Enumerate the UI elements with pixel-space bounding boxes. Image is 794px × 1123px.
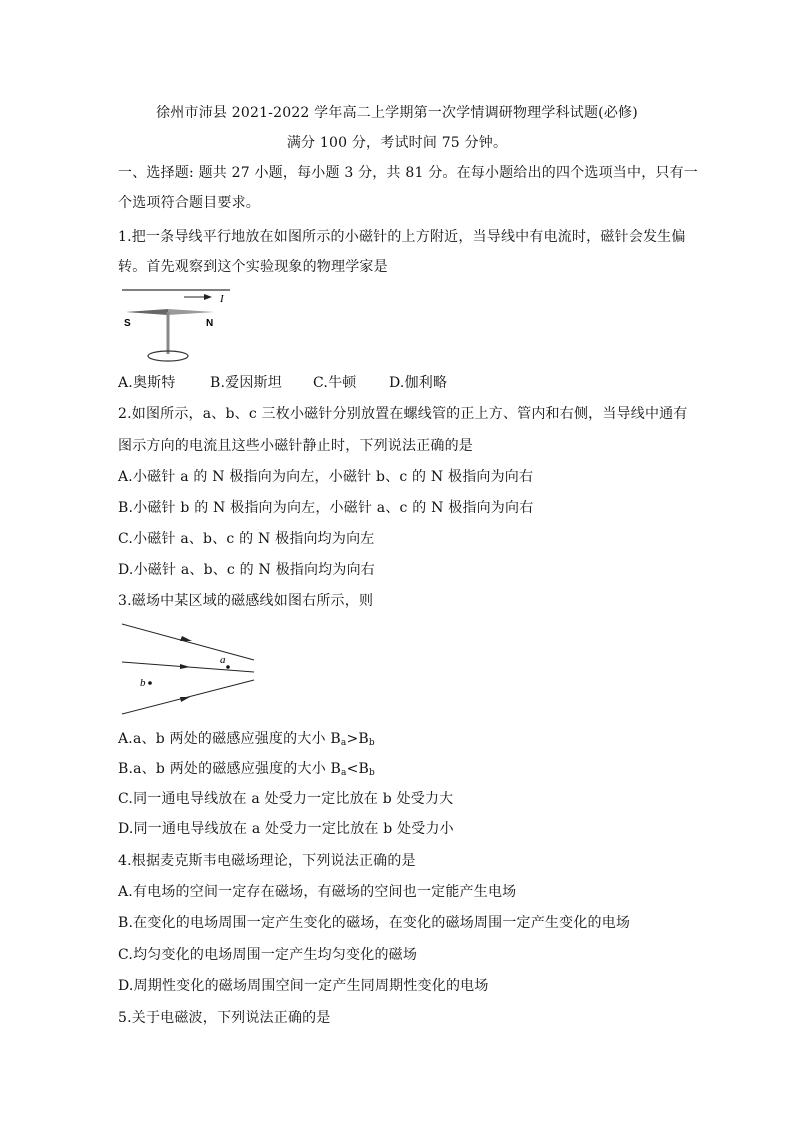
q3-option-c: C.同一通电导线放在 a 处受力一定比放在 b 处受力大 <box>118 791 454 807</box>
q1-option-d: D.伽利略 <box>389 375 448 391</box>
q1-stem-line-2: 转。首先观察到这个实验现象的物理学家是 <box>118 259 388 275</box>
q3-option-a-sub-b: b <box>368 738 375 748</box>
point-b-dot <box>148 681 152 685</box>
q4-option-a: A.有电场的空间一定存在磁场，有磁场的空间也一定能产生电场 <box>118 884 517 900</box>
point-b-label: b <box>140 677 146 689</box>
q4-stem: 4.根据麦克斯韦电磁场理论，下列说法正确的是 <box>118 853 416 869</box>
needle-south-half <box>126 309 168 315</box>
q1-stem-line-1: 1.把一条导线平行地放在如图所示的小磁针的上方附近，当导线中有电流时，磁针会发生偏 <box>118 229 686 245</box>
current-arrowhead <box>204 294 212 300</box>
q2-stem-line-1: 2.如图所示，a、b、c 三枚小磁针分别放置在螺线管的正上方、管内和右侧，当导线中通有 <box>118 406 688 422</box>
needle-north-half <box>168 309 214 315</box>
compass-needle-figure <box>118 286 236 366</box>
q3-option-b-relation: <B <box>346 761 370 777</box>
q3-option-a <box>118 730 375 752</box>
q1-option-b: B.爱因斯坦 <box>210 375 282 391</box>
q5-stem: 5.关于电磁波，下列说法正确的是 <box>118 1010 331 1026</box>
field-line-bottom-arrow <box>180 697 190 702</box>
q2-stem-line-2: 图示方向的电流且这些小磁针静止时，下列说法正确的是 <box>118 438 473 454</box>
point-a-dot <box>226 665 230 669</box>
q1-options <box>118 374 447 392</box>
q4-option-b: B.在变化的电场周围一定产生变化的磁场，在变化的磁场周围一定产生变化的电场 <box>118 915 631 931</box>
q1-option-c: C.牛顿 <box>313 375 357 391</box>
q3-option-a-relation: >B <box>346 731 369 747</box>
section-intro-line-1: 一、选择题: 题共 27 小题，每小题 3 分，共 81 分。在每小题给出的四个选项当中，只有一 <box>118 165 699 181</box>
q4-option-d: D.周期性变化的磁场周围空间一定产生同周期性变化的电场 <box>118 978 489 994</box>
q3-option-a-text: A.a、b 两处的磁感应强度的大小 B <box>118 731 341 747</box>
q3-stem: 3.磁场中某区域的磁感线如图右所示，则 <box>118 593 374 609</box>
q3-option-a-sub-a: a <box>340 738 347 748</box>
q3-option-b-text: B.a、b 两处的磁感应强度的大小 B <box>118 761 342 777</box>
q3-option-b-sub-b: b <box>369 768 376 778</box>
field-lines-figure <box>118 620 260 718</box>
page-subtitle: 满分 100 分，考试时间 75 分钟。 <box>286 135 508 151</box>
q2-option-c: C.小磁针 a、b、c 的 N 极指向均为向左 <box>118 531 375 547</box>
q2-option-b: B.小磁针 b 的 N 极指向为向左，小磁针 a、c 的 N 极指向为向右 <box>118 500 534 516</box>
field-line-top <box>122 624 254 660</box>
q3-option-b-sub-a: a <box>341 768 347 778</box>
q2-option-a: A.小磁针 a 的 N 极指向为向左，小磁针 b、c 的 N 极指向为向右 <box>118 469 534 485</box>
section-intro-line-2: 个选项符合题目要求。 <box>118 195 260 211</box>
field-line-middle-arrow <box>180 664 190 669</box>
point-a-label: a <box>220 654 226 666</box>
south-pole-label: S <box>124 318 131 329</box>
needle-stand-post <box>167 312 170 354</box>
north-pole-label: N <box>206 318 214 329</box>
q1-option-a: A.奥斯特 <box>118 375 176 391</box>
current-label: I <box>220 293 224 305</box>
q3-option-b <box>118 760 375 782</box>
field-line-top-arrow <box>180 636 192 641</box>
q2-option-d: D.小磁针 a、b、c 的 N 极指向均为向右 <box>118 562 375 578</box>
page-title: 徐州市沛县 2021-2022 学年高二上学期第一次学情调研物理学科试题(必修) <box>156 105 638 121</box>
q4-option-c: C.均匀变化的电场周围一定产生均匀变化的磁场 <box>118 947 418 963</box>
q3-option-d: D.同一通电导线放在 a 处受力一定比放在 b 处受力小 <box>118 821 454 837</box>
